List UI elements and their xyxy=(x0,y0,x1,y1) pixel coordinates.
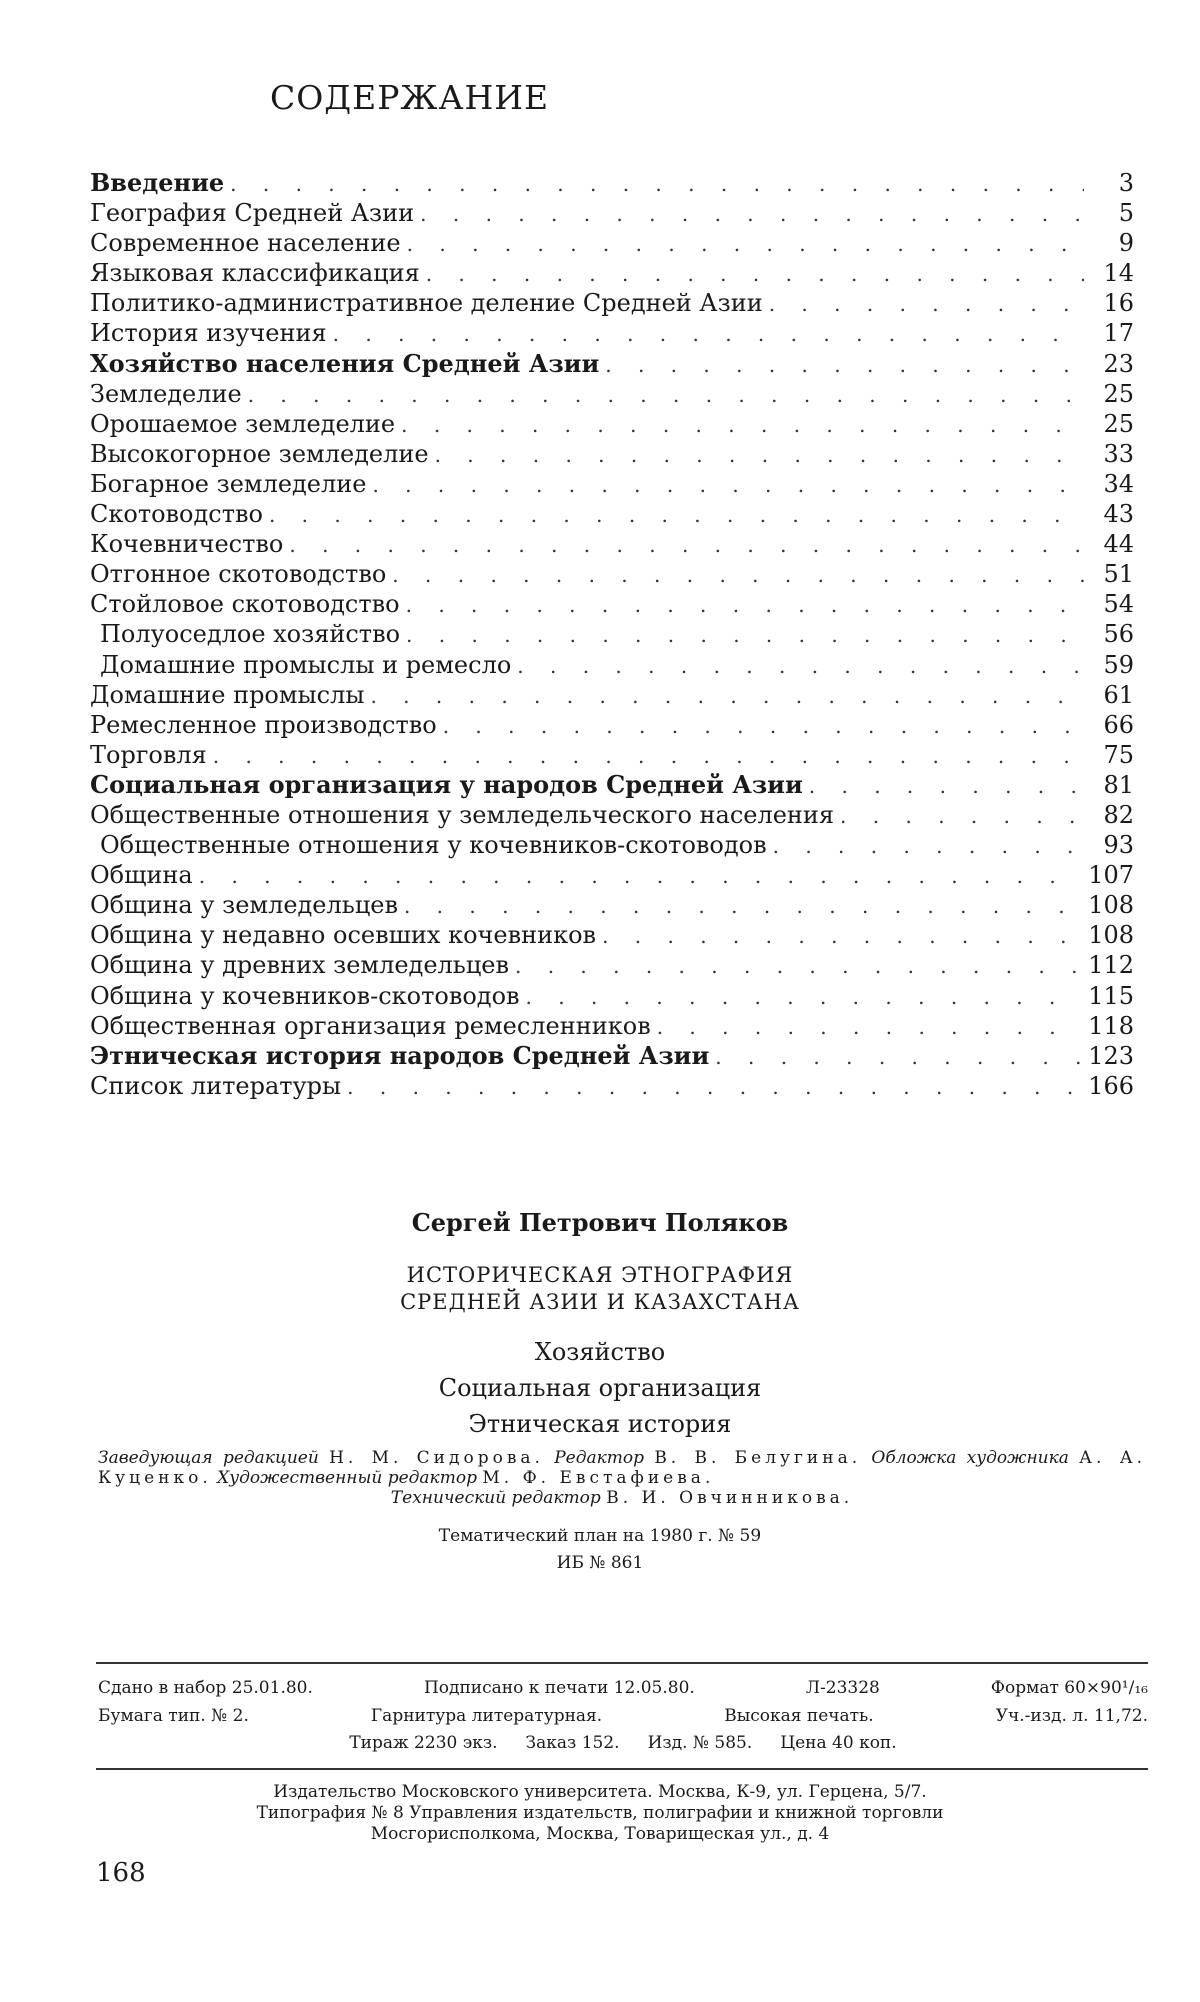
toc-entry xyxy=(90,409,1134,439)
toc-entry-page: 123 xyxy=(1088,1041,1134,1070)
print-info-item: Бумага тип. № 2. xyxy=(98,1706,249,1726)
toc-entry-page: 51 xyxy=(1103,560,1134,589)
print-info-item: Гарнитура литературная. xyxy=(370,1706,603,1726)
toc-entry xyxy=(90,830,1134,860)
toc-dot-leader xyxy=(809,771,1084,801)
book-subtitle-2: Социальная организация xyxy=(438,1374,762,1402)
toc-entry-page: 44 xyxy=(1103,530,1134,559)
credit-name: М. Ф. Евстафиева. xyxy=(482,1468,715,1488)
toc-entry-title: Община у недавно осевших кочевников xyxy=(90,921,597,950)
credit-name: А. А. Куценко. xyxy=(98,1448,1147,1488)
toc-entry-page: 166 xyxy=(1088,1071,1134,1100)
toc-dot-leader xyxy=(769,289,1084,319)
book-title-line-2: СРЕДНЕЙ АЗИИ И КАЗАХСТАНА xyxy=(400,1290,800,1314)
credit-name: В. В. Белугина. xyxy=(654,1448,862,1468)
toc-entry xyxy=(90,1041,1134,1071)
toc-entry-title: История изучения xyxy=(90,319,327,348)
credit-line-tech xyxy=(98,1488,1146,1508)
toc-entry-page: 9 xyxy=(1118,229,1134,258)
book-subtitle-3: Этническая история xyxy=(468,1410,732,1438)
toc-entry-title: Общественные отношения у земледельческого населения xyxy=(90,800,835,829)
toc-dot-leader xyxy=(435,440,1084,470)
toc-dot-leader xyxy=(426,259,1084,289)
toc-entry-page: 3 xyxy=(1118,169,1134,197)
publisher-line-2: Типография № 8 Управления издательств, полиграфии и книжной торговли xyxy=(256,1803,944,1823)
toc-entry-title: Современное население xyxy=(90,229,401,258)
print-info-line-3 xyxy=(98,1733,1148,1753)
print-info-line-2 xyxy=(98,1706,1148,1726)
toc-entry-title: Община у земледельцев xyxy=(90,891,398,920)
toc-entry xyxy=(90,379,1134,409)
print-info-item: Формат 60×90¹/₁₆ xyxy=(990,1678,1148,1698)
credit-name: В. И. Овчинникова. xyxy=(606,1488,854,1508)
toc-dot-leader xyxy=(392,560,1084,590)
toc-entry-title: Хозяйство населения Средней Азии xyxy=(90,348,600,378)
toc-entry-page: 43 xyxy=(1103,500,1134,529)
book-subtitle-1: Хозяйство xyxy=(534,1338,666,1366)
toc-entry xyxy=(90,800,1134,830)
credit-role: Обложка художника xyxy=(871,1448,1069,1468)
toc-entry xyxy=(90,228,1134,258)
toc-entry-title: Социальная организация у народов Средней Азии xyxy=(90,769,803,799)
toc-entry xyxy=(90,950,1134,980)
print-info-item: Подписано к печати 12.05.80. xyxy=(423,1678,695,1698)
toc-entry-title: Общественные отношения у кочевников-скотоводов xyxy=(100,831,767,860)
toc-dot-leader xyxy=(248,380,1084,410)
toc-entry-title: Высокогорное земледелие xyxy=(90,439,429,468)
toc-entry-page: 108 xyxy=(1088,891,1134,920)
toc-dot-leader xyxy=(370,681,1084,711)
toc-entry xyxy=(90,469,1134,499)
toc-dot-leader xyxy=(773,831,1084,861)
toc-dot-leader xyxy=(407,229,1084,259)
print-info-item: Изд. № 585. xyxy=(647,1733,753,1753)
toc-entry-page: 54 xyxy=(1103,590,1134,619)
toc-dot-leader xyxy=(333,319,1084,349)
print-info-item: Л-23328 xyxy=(805,1678,880,1698)
toc-dot-leader xyxy=(406,590,1084,620)
toc-entry-title: Домашние промыслы и ремесло xyxy=(100,650,512,679)
publisher-line-3: Мосгорисполкома, Москва, Товарищеская ул., д. 4 xyxy=(370,1824,830,1844)
toc-dot-leader xyxy=(269,500,1084,530)
toc-entry-page: 25 xyxy=(1103,379,1134,408)
toc-dot-leader xyxy=(840,801,1084,831)
toc-entry-title: Торговля xyxy=(90,740,207,769)
toc-heading: СОДЕРЖАНИЕ xyxy=(270,78,550,117)
toc-entry-page: 107 xyxy=(1088,861,1134,890)
toc-dot-leader xyxy=(526,982,1083,1012)
editorial-credits xyxy=(98,1448,1146,1508)
toc-entry-title: Введение xyxy=(90,168,225,197)
toc-entry-title: Домашние промыслы xyxy=(90,680,365,709)
toc-entry xyxy=(90,529,1134,559)
toc-entry-title: Политико-административное деление Средней Азии xyxy=(90,289,763,318)
author-name: Сергей Петрович Поляков xyxy=(411,1208,789,1237)
toc-entry-page: 34 xyxy=(1103,469,1134,498)
toc-entry-page: 25 xyxy=(1103,409,1134,438)
toc-entry xyxy=(90,589,1134,619)
print-info-line-1 xyxy=(98,1678,1148,1698)
toc-entry-page: 75 xyxy=(1103,740,1134,769)
toc-entry xyxy=(90,559,1134,589)
divider-top xyxy=(96,1662,1148,1664)
toc-dot-leader xyxy=(230,169,1084,199)
print-info-item: Цена 40 коп. xyxy=(780,1733,897,1753)
toc-entry-title: Кочевничество xyxy=(90,530,284,559)
toc-entry-page: 23 xyxy=(1103,349,1134,378)
toc-entry-page: 5 xyxy=(1118,199,1134,228)
toc-entry xyxy=(90,288,1134,318)
toc-dot-leader xyxy=(372,470,1084,500)
toc-entry-page: 112 xyxy=(1088,951,1134,980)
print-info-item: Высокая печать. xyxy=(724,1706,874,1726)
toc-dot-leader xyxy=(605,350,1084,380)
credit-name: Н. М. Сидорова. xyxy=(329,1448,544,1468)
publisher-line-1: Издательство Московского университета. Москва, К-9, ул. Герцена, 5/7. xyxy=(273,1782,927,1802)
toc-entry-page: 56 xyxy=(1103,620,1134,649)
toc-entry-title: Стойловое скотоводство xyxy=(90,590,400,619)
toc-entry-title: Орошаемое земледелие xyxy=(90,409,396,438)
toc-dot-leader xyxy=(715,1042,1082,1072)
toc-entry-title: Богарное земледелие xyxy=(90,469,367,498)
toc-entry-page: 108 xyxy=(1088,921,1134,950)
credit-role: Технический редактор xyxy=(390,1488,601,1508)
page-number: 168 xyxy=(96,1858,146,1888)
toc-entry xyxy=(90,1011,1134,1041)
toc-entry xyxy=(90,860,1134,890)
toc-entry-page: 93 xyxy=(1103,831,1134,860)
toc-entry-title: Община xyxy=(90,861,193,890)
toc-entry xyxy=(90,168,1134,198)
toc-dot-leader xyxy=(517,651,1084,681)
toc-entry xyxy=(90,890,1134,920)
toc-entry xyxy=(90,770,1134,800)
book-title-line-1: ИСТОРИЧЕСКАЯ ЭТНОГРАФИЯ xyxy=(406,1263,794,1287)
toc-dot-leader xyxy=(443,711,1084,741)
print-info-item: Сдано в набор 25.01.80. xyxy=(98,1678,313,1698)
toc-entry-title: Полуоседлое хозяйство xyxy=(100,620,401,649)
toc-entry-title: Отгонное скотоводство xyxy=(90,560,387,589)
divider-bottom xyxy=(96,1768,1148,1770)
toc-dot-leader xyxy=(213,741,1084,771)
toc-entry-title: Земледелие xyxy=(90,379,242,408)
toc-dot-leader xyxy=(657,1012,1082,1042)
toc-entry-title: Ремесленное производство xyxy=(90,710,437,739)
toc-entry-page: 33 xyxy=(1103,439,1134,468)
toc-entry-page: 17 xyxy=(1103,319,1134,348)
toc-entry xyxy=(90,981,1134,1011)
toc-entry-title: Языковая классификация xyxy=(90,259,420,288)
print-info-item: Уч.-изд. л. 11,72. xyxy=(995,1706,1148,1726)
ib-number: ИБ № 861 xyxy=(556,1553,644,1573)
toc-entry-title: Община у древних земледельцев xyxy=(90,951,509,980)
table-of-contents xyxy=(90,168,1134,1101)
toc-entry xyxy=(90,258,1134,288)
toc-entry xyxy=(90,680,1134,710)
toc-entry-page: 82 xyxy=(1103,800,1134,829)
toc-entry xyxy=(90,318,1134,348)
toc-entry xyxy=(90,349,1134,379)
print-info-item: Тираж 2230 экз. xyxy=(349,1733,498,1753)
toc-entry xyxy=(90,710,1134,740)
credit-role: Редактор xyxy=(554,1448,645,1468)
toc-dot-leader xyxy=(406,620,1084,650)
toc-entry-page: 14 xyxy=(1103,259,1134,288)
toc-entry-title: Скотоводство xyxy=(90,500,263,529)
toc-entry-title: Этническая история народов Средней Азии xyxy=(90,1040,710,1070)
toc-entry-title: Община у кочевников-скотоводов xyxy=(90,981,520,1010)
toc-entry-title: Список литературы xyxy=(90,1071,342,1100)
toc-dot-leader xyxy=(347,1072,1082,1102)
toc-entry xyxy=(90,439,1134,469)
toc-dot-leader xyxy=(420,199,1084,229)
thematic-plan: Тематический план на 1980 г. № 59 xyxy=(438,1526,762,1546)
toc-dot-leader xyxy=(515,951,1082,981)
toc-dot-leader xyxy=(289,530,1084,560)
toc-entry xyxy=(90,1071,1134,1101)
toc-dot-leader xyxy=(404,891,1082,921)
toc-entry xyxy=(90,920,1134,950)
credit-role: Заведующая редакцией xyxy=(98,1448,319,1468)
toc-entry-page: 81 xyxy=(1103,770,1134,799)
toc-entry-page: 118 xyxy=(1088,1011,1134,1040)
toc-dot-leader xyxy=(199,861,1082,891)
toc-entry-page: 61 xyxy=(1103,680,1134,709)
toc-dot-leader xyxy=(401,410,1084,440)
toc-entry-page: 115 xyxy=(1088,981,1134,1010)
toc-entry xyxy=(90,198,1134,228)
credit-role: Художественный редактор xyxy=(217,1468,477,1488)
toc-entry-title: Общественная организация ремесленников xyxy=(90,1011,651,1040)
toc-entry-title: География Средней Азии xyxy=(90,199,415,228)
toc-entry-page: 66 xyxy=(1103,710,1134,739)
toc-entry xyxy=(90,619,1134,649)
toc-entry xyxy=(90,740,1134,770)
print-info-item: Заказ 152. xyxy=(525,1733,620,1753)
toc-entry xyxy=(90,499,1134,529)
toc-entry-page: 16 xyxy=(1103,289,1134,318)
toc-dot-leader xyxy=(602,921,1082,951)
toc-entry-page: 59 xyxy=(1103,650,1134,679)
toc-entry xyxy=(90,650,1134,680)
